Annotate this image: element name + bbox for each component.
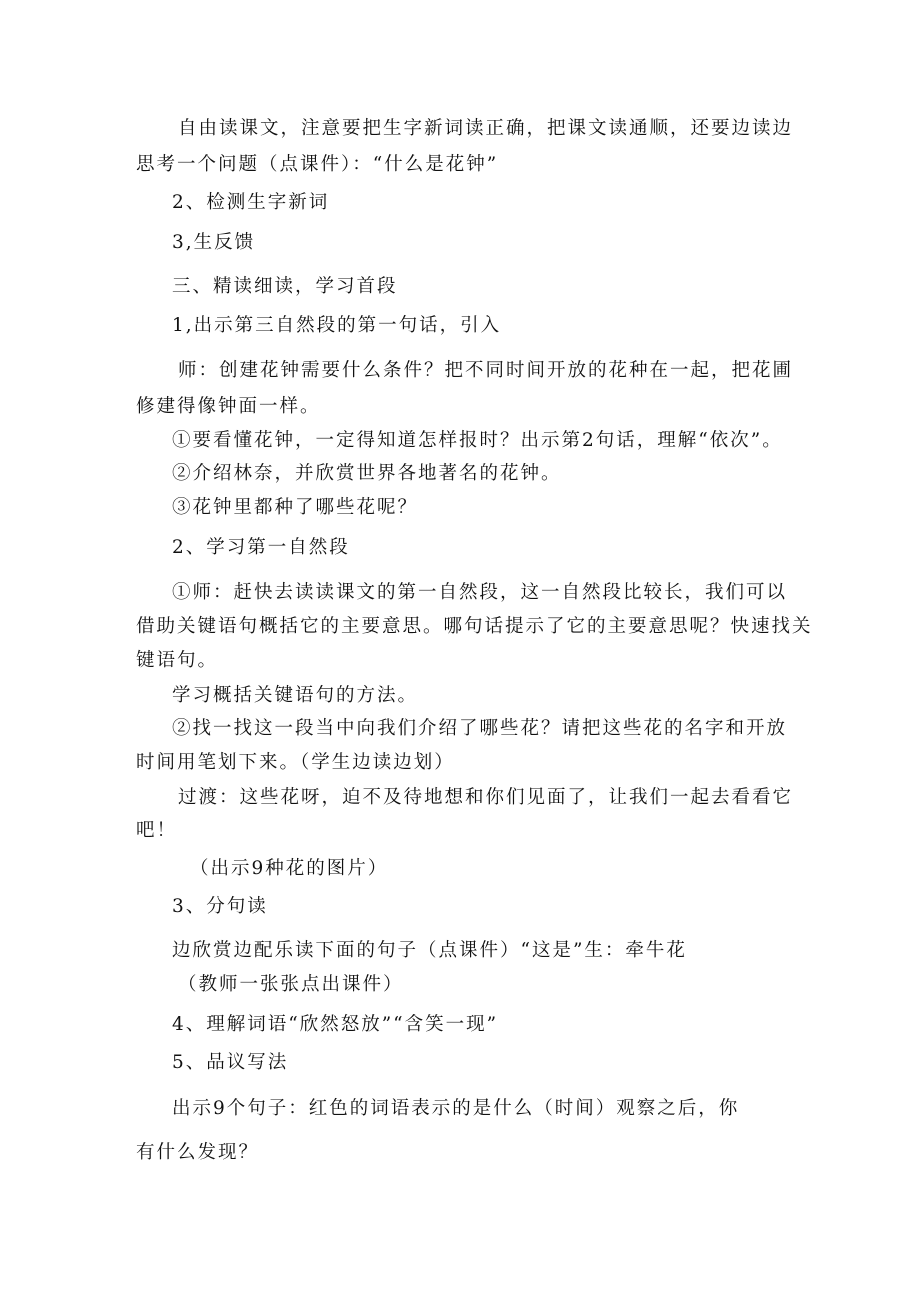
text-line: 出示9个句子：红色的词语表示的是什么（时间）观察之后，你 [172, 1098, 740, 1119]
text-line: 学习概括关键语句的方法。 [172, 685, 419, 706]
text-line: 2、学习第一自然段 [172, 537, 350, 558]
text-line: 4、理解词语“欣然怒放”“含笑一现” [172, 1014, 499, 1035]
text-line: 借助关键语句概括它的主要意思。哪句话提示了它的主要意思呢？快速找关 [136, 616, 813, 637]
text-line: 思考一个问题（点课件）：“什么是花钟” [136, 154, 499, 175]
text-line: 边欣赏边配乐读下面的句子（点课件）“这是”生：牵牛花 [172, 940, 687, 961]
text-line: 修建得像钟面一样。 [136, 396, 321, 417]
text-line: 师：创建花钟需要什么条件？把不同时间开放的花种在一起，把花圃 [178, 360, 794, 381]
text-line: 有什么发现？ [136, 1142, 260, 1163]
text-line: （出示9种花的图片） [190, 858, 389, 879]
text-line: 吧！ [136, 820, 178, 841]
text-line: 3、分句读 [172, 896, 268, 917]
text-line: 键语句。 [136, 650, 219, 671]
text-line: 2、检测生字新词 [172, 192, 330, 213]
text-line: ③花钟里都种了哪些花呢？ [172, 497, 419, 518]
text-line: 自由读课文，注意要把生字新词读正确，把课文读通顺，还要边读边 [178, 118, 794, 139]
text-line: 过渡：这些花呀，迫不及待地想和你们见面了，让我们一起去看看它 [178, 787, 794, 808]
text-line: ②找一找这一段当中向我们介绍了哪些花？请把这些花的名字和开放 [172, 718, 788, 739]
text-line: ①要看懂花钟，一定得知道怎样报时？出示第2句话，理解“依次”。 [172, 430, 783, 451]
text-line: （教师一张张点出课件） [178, 974, 404, 995]
text-line: 时间用笔划下来。（学生边读边划） [136, 752, 455, 773]
text-line: ②介绍林奈，并欣赏世界各地著名的花钟。 [172, 463, 562, 484]
text-line: 三、精读细读，学习首段 [172, 276, 398, 297]
text-line: 3,生反馈 [172, 232, 256, 253]
text-line: ①师：赶快去读读课文的第一自然段，这一自然段比较长，我们可以 [172, 582, 788, 603]
text-line: 1,出示第三自然段的第一句话，引入 [172, 315, 502, 336]
text-line: 5、品议写法 [172, 1052, 289, 1073]
